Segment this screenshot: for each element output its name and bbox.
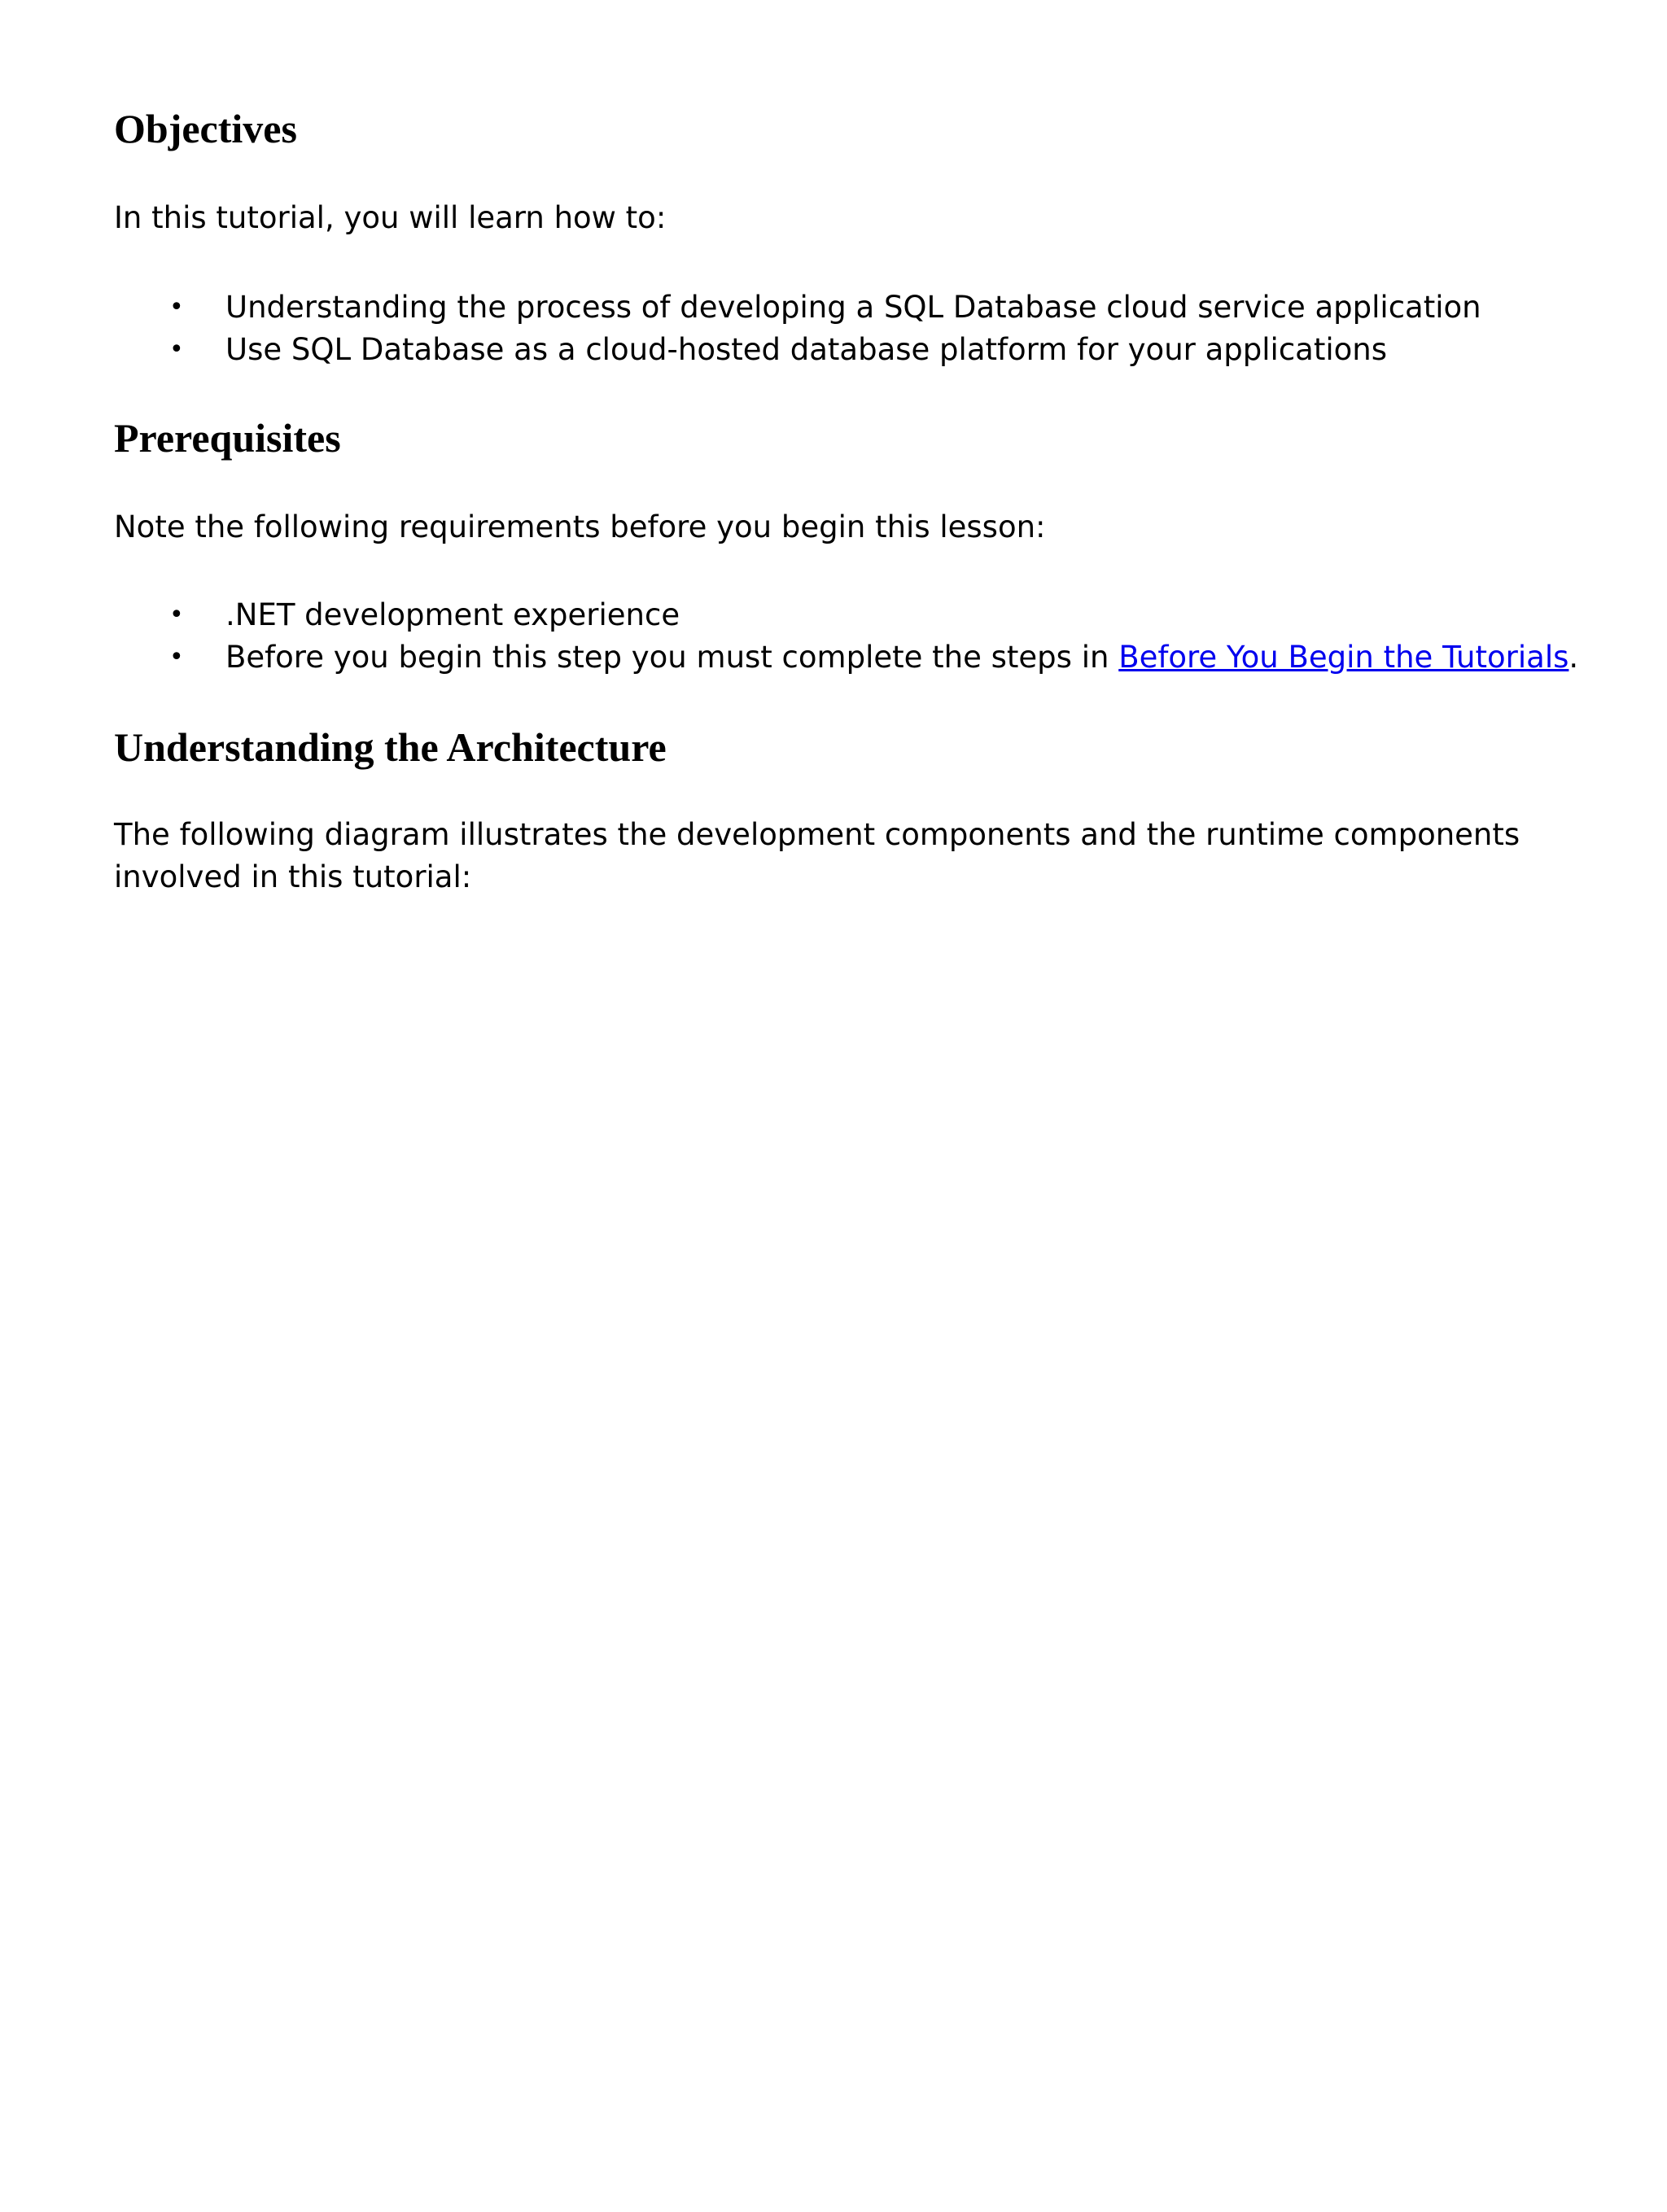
architecture-body: The following diagram illustrates the development components and the runtime components involved in this tutorial:	[114, 817, 1520, 894]
list-item-text: Use SQL Database as a cloud-hosted database platform for your applications	[225, 332, 1387, 367]
before-you-begin-link[interactable]: Before You Begin the Tutorials	[1118, 640, 1569, 675]
list-item	[114, 636, 1579, 679]
bullet-icon: •	[169, 335, 184, 364]
objectives-heading: Objectives	[114, 106, 297, 151]
list-item	[114, 329, 1563, 371]
prerequisites-list	[114, 594, 1579, 679]
bullet-icon: •	[169, 293, 184, 321]
list-item-text: Before you begin this step you must complete the steps in	[225, 640, 1119, 675]
bullet-icon: •	[169, 601, 184, 629]
list-item	[114, 286, 1563, 329]
list-item-text: Understanding the process of developing a SQL Database cloud service application	[225, 290, 1481, 325]
objectives-list	[114, 286, 1563, 371]
architecture-heading: Understanding the Architecture	[114, 724, 667, 770]
list-item	[114, 594, 1563, 636]
list-item-text: .NET development experience	[225, 597, 680, 632]
objectives-intro: In this tutorial, you will learn how to:	[114, 200, 667, 235]
prerequisites-heading: Prerequisites	[114, 415, 341, 461]
prerequisites-intro: Note the following requirements before you begin this lesson:	[114, 509, 1046, 544]
list-item-punctuation: .	[1569, 640, 1579, 675]
bullet-icon: •	[169, 643, 184, 671]
